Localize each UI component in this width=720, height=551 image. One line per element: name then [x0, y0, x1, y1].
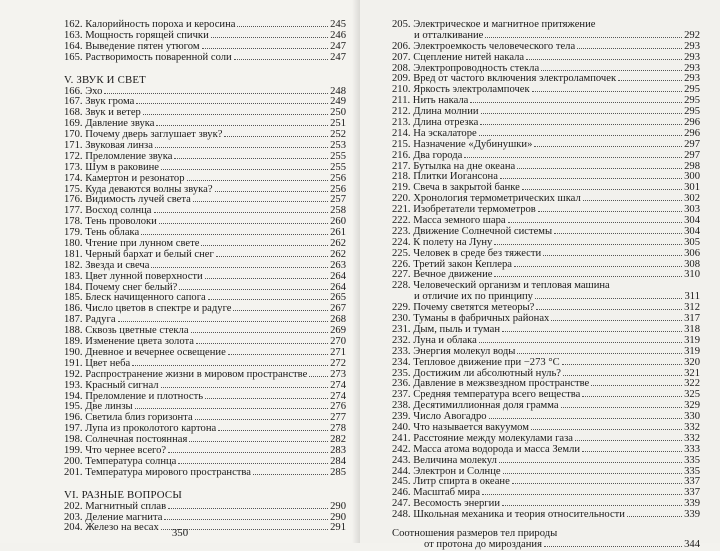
toc-entry-title: 191. Цвет неба [64, 357, 131, 369]
toc-entry-page: 308 [684, 258, 700, 270]
leader-dots [141, 234, 328, 235]
leader-dots [512, 483, 682, 484]
toc-list-sound-light [64, 87, 346, 479]
toc-entry-title: 163. Мощность горящей спички [64, 29, 209, 41]
toc-entry-title: 189. Изменение цвета золота [64, 336, 194, 348]
toc-entry-title: 233. Энергия молекул воды [392, 345, 516, 357]
toc-entry-page: 269 [330, 325, 346, 337]
leader-dots [154, 212, 329, 213]
toc-entry-page: 339 [684, 498, 700, 510]
toc-entry [64, 174, 346, 185]
toc-entry-page: 320 [684, 356, 700, 368]
leader-dots [551, 320, 682, 321]
leader-dots [195, 419, 328, 420]
toc-entry-page: 295 [684, 106, 700, 118]
toc-list-right-228 [392, 281, 700, 303]
toc-entry-title: 174. Камертон и резонатор [64, 172, 185, 184]
leader-dots [237, 26, 328, 27]
toc-list-right-a [392, 42, 700, 282]
toc-entry-title: 235. Достижим ли абсолютный нуль? [392, 367, 561, 379]
toc-entry-page: 319 [684, 345, 700, 357]
leader-dots [464, 157, 682, 158]
leader-dots [500, 178, 682, 179]
toc-entry-page: 274 [330, 379, 346, 391]
toc-entry-page: 292 [684, 29, 700, 41]
toc-entry-page: 256 [330, 172, 346, 184]
leader-dots [583, 200, 682, 201]
toc-entry-title: 179. Тень облака [64, 227, 140, 239]
toc-entry-page: 257 [330, 194, 346, 206]
toc-list-top [64, 20, 346, 64]
toc-entry-title: 223. Движение Солнечной системы [392, 225, 553, 237]
toc-entry-title: 239. Число Авогадро [392, 411, 487, 423]
toc-entry-page: 277 [330, 412, 346, 424]
toc-entry-title: 194. Преломление и плотность [64, 390, 204, 402]
toc-entry-title: 185. Блеск начищенного сапога [64, 292, 206, 304]
toc-entry-page: 262 [330, 248, 346, 260]
toc-entry-title: 231. Дым, пыль и туман [392, 323, 501, 335]
toc-entry-title: 221. Изобретатели термометров [392, 204, 536, 216]
leader-dots [485, 37, 682, 38]
leader-dots [543, 255, 682, 256]
toc-entry-page: 272 [330, 357, 346, 369]
toc-entry-title: 214. На эскалаторе [392, 127, 477, 139]
toc-entry-title: 230. Туманы в фабричных районах [392, 313, 550, 325]
toc-entry-title: 210. Яркость электролампочек [392, 84, 530, 96]
toc-entry-title: 171. Звуковая линза [64, 140, 153, 152]
toc-entry-page: 273 [330, 368, 346, 380]
toc-entry-title: 206. Электроемкость человеческого тела [392, 40, 576, 52]
toc-entry-title: и отталкивание [414, 29, 484, 41]
toc-entry-title: 209. Вред от частого включения электролампочек [392, 73, 617, 85]
leader-dots [224, 136, 328, 137]
toc-entry-title: 200. Температура солнца [64, 455, 177, 467]
leader-dots [563, 375, 682, 376]
leader-dots [168, 452, 328, 453]
toc-entry-page: 337 [684, 476, 700, 488]
leader-dots [309, 376, 328, 377]
leader-dots [503, 473, 682, 474]
toc-entry [392, 53, 700, 64]
toc-entry [64, 502, 346, 513]
toc-entry-title: 183. Цвет лунной поверхности [64, 270, 203, 282]
toc-entry-title: 188. Сквозь цветные стекла [64, 325, 189, 337]
toc-entry-page: 306 [684, 247, 700, 259]
toc-entry-page: 297 [684, 149, 700, 161]
toc-entry-title: 205. Электрическое и магнитное притяжение [392, 19, 596, 30]
leader-dots [233, 310, 328, 311]
toc-entry-title: 229. Почему светятся метеоры? [392, 302, 535, 314]
toc-entry-title: 222. Масса земного шара [392, 215, 506, 227]
toc-entry-page: 303 [684, 204, 700, 216]
leader-dots [482, 494, 682, 495]
toc-entry-title: 240. Что называется вакуумом [392, 421, 529, 433]
toc-entry-page: 295 [684, 84, 700, 96]
toc-entry-title: 186. Число цветов в спектре и радуге [64, 303, 232, 315]
toc-entry [64, 381, 346, 392]
toc-entry-title: 204. Железо на весах [64, 522, 159, 534]
leader-dots [159, 223, 328, 224]
toc-entry-title: 192. Распространение жизни в мировом пространстве [64, 368, 308, 380]
leader-dots [508, 222, 682, 223]
toc-entry-title: 196. Светила близ горизонта [64, 412, 193, 424]
toc-entry-page: 304 [684, 215, 700, 227]
toc-entry-title: 182. Звезда и свеча [64, 259, 150, 271]
toc-entry-page: 249 [330, 96, 346, 108]
leader-dots [196, 343, 328, 344]
toc-list-right [392, 20, 700, 42]
toc-entry [392, 249, 700, 260]
leader-dots [132, 365, 328, 366]
toc-entry-page: 285 [330, 466, 346, 478]
toc-entry-title: 197. Лупа из проколотого картона [64, 423, 217, 435]
toc-entry-title: 207. Сцепление нитей накала [392, 51, 525, 63]
right-page [360, 0, 720, 550]
toc-entry-page: 293 [684, 40, 700, 52]
toc-entry-title: 169. Давление звука [64, 118, 155, 130]
leader-dots [554, 233, 682, 234]
toc-entry-page: 335 [684, 465, 700, 477]
toc-entry-page: 318 [684, 323, 700, 335]
toc-entry [392, 456, 700, 467]
leader-dots [499, 462, 682, 463]
leader-dots [514, 266, 682, 267]
leader-dots [218, 430, 328, 431]
leader-dots [575, 440, 682, 441]
toc-entry-title: 190. Дневное и вечернее освещение [64, 346, 226, 358]
toc-entry-title: 177. Восход солнца [64, 205, 152, 217]
toc-entry-page: 274 [330, 390, 346, 402]
toc-entry-page: 337 [684, 487, 700, 499]
leader-dots [534, 146, 682, 147]
toc-entry-page: 332 [684, 421, 700, 433]
leader-dots [582, 451, 682, 452]
leader-dots [538, 211, 682, 212]
toc-entry-page: 291 [330, 522, 346, 534]
toc-entry [64, 370, 346, 381]
leader-dots [522, 189, 682, 190]
toc-entry-page: 265 [330, 292, 346, 304]
toc-entry-title: 237. Средняя температура всего вещества [392, 389, 581, 401]
leader-dots [104, 93, 328, 94]
leader-dots [535, 298, 682, 299]
toc-entry-title: Соотношения размеров тел природы [392, 527, 558, 539]
leader-dots [544, 546, 682, 547]
toc-entry-title: 213. Длина отрезка [392, 117, 479, 129]
leader-dots [494, 276, 682, 277]
toc-entry-title: 216. Два города [392, 149, 463, 161]
toc-entry-title: 218. Плитки Иогансона [392, 171, 498, 183]
toc-entry-title: 162. Калорийность пороха и керосина [64, 19, 236, 30]
leader-dots [211, 37, 328, 38]
leader-dots [179, 289, 328, 290]
toc-entry-title: 242. Масса атома водорода и масса Земли [392, 443, 581, 455]
toc-entry-title: 165. Растворимость поваренной соли [64, 51, 232, 63]
toc-entry-title: 164. Выведение пятен утюгом [64, 40, 200, 52]
toc-entry-page: 332 [684, 432, 700, 444]
leader-dots [205, 398, 328, 399]
toc-entry-page: 255 [330, 161, 346, 173]
leader-dots [541, 70, 682, 71]
toc-entry-title: 175. Куда деваются волны звука? [64, 183, 213, 195]
leader-dots [202, 48, 328, 49]
leader-dots [618, 80, 682, 81]
toc-entry-title: 212. Длина молнии [392, 106, 479, 118]
toc-entry-page: 305 [684, 236, 700, 248]
toc-entry-page: 278 [330, 423, 346, 435]
leader-dots [201, 245, 328, 246]
toc-entry-page: 251 [330, 118, 346, 130]
toc-entry-page: 301 [684, 182, 700, 194]
leader-dots [118, 321, 328, 322]
leader-dots [143, 114, 328, 115]
toc-entry-title: 225. Человек в среде без тяжести [392, 247, 542, 259]
leader-dots [136, 103, 328, 104]
leader-dots [561, 407, 682, 408]
toc-entry-page: 258 [330, 205, 346, 217]
leader-dots [502, 505, 682, 506]
toc-entry-title: 234. Тепловое движение при −273 °С [392, 356, 560, 368]
leader-dots [536, 309, 682, 310]
toc-entry-title: 187. Радуга [64, 314, 116, 326]
leader-dots [164, 519, 328, 520]
leader-dots [253, 474, 328, 475]
toc-entry-page: 311 [684, 291, 700, 303]
toc-entry-page: 325 [684, 389, 700, 401]
toc-entry-page: 245 [330, 19, 346, 30]
leader-dots [161, 387, 328, 388]
toc-entry-page: 268 [330, 314, 346, 326]
toc-entry-page: 293 [684, 51, 700, 63]
toc-entry-title: 203. Деление магнита [64, 511, 163, 523]
toc-entry [64, 272, 346, 283]
toc-entry [64, 468, 346, 479]
toc-entry-page: 322 [684, 378, 700, 390]
toc-entry [392, 347, 700, 358]
toc-entry [392, 540, 700, 551]
section-heading-sound-light: V. ЗВУК И СВЕТ [64, 73, 146, 86]
toc-entry-page: 253 [330, 140, 346, 152]
toc-entry-page: 293 [684, 73, 700, 85]
toc-entry-title: 167. Звук грома [64, 96, 135, 108]
toc-entry-title: 201. Температура мирового пространства [64, 466, 251, 478]
section-heading-various: VI. РАЗНЫЕ ВОПРОСЫ [64, 488, 182, 501]
toc-entry-page: 298 [684, 160, 700, 172]
leader-dots [208, 299, 328, 300]
toc-entry-title: 226. Третий закон Кеплера [392, 258, 513, 270]
toc-entry-title: от протона до мироздания [424, 538, 542, 550]
toc-entry-page: 250 [330, 107, 346, 119]
leader-dots [591, 385, 682, 386]
leader-dots [178, 463, 328, 464]
toc-entry-title: 247. Весомость энергии [392, 498, 500, 510]
toc-entry-page: 344 [684, 538, 700, 550]
page-number: 350 [171, 527, 189, 539]
toc-list-final [392, 529, 700, 551]
toc-entry-page: 297 [684, 138, 700, 150]
toc-entry-page: 290 [330, 511, 346, 523]
toc-entry-title: 184. Почему снег белый? [64, 281, 178, 293]
leader-dots [135, 408, 328, 409]
leader-dots [562, 364, 682, 365]
toc-entry-title: 224. К полету на Луну [392, 236, 493, 248]
toc-entry [392, 358, 700, 369]
toc-entry-title: 244. Электрон и Солнце [392, 465, 501, 477]
toc-entry-page: 284 [330, 455, 346, 467]
leader-dots [215, 191, 328, 192]
left-page [0, 0, 360, 543]
toc-entry-title: 238. Десятимиллионная доля грамма [392, 400, 559, 412]
toc-entry-page: 252 [330, 129, 346, 141]
toc-entry-page: 261 [330, 227, 346, 239]
toc-entry-page: 333 [684, 443, 700, 455]
toc-entry-title: 176. Видимость лучей света [64, 194, 191, 206]
toc-entry [392, 445, 700, 456]
leader-dots [582, 396, 682, 397]
toc-entry-title: 202. Магнитный сплав [64, 500, 167, 512]
leader-dots [234, 59, 328, 60]
toc-entry-title: 181. Черный бархат и белый снег [64, 248, 214, 260]
toc-entry-page: 295 [684, 95, 700, 107]
toc-entry-title: и отличие их по принципу [414, 291, 533, 303]
toc-entry-page: 260 [330, 216, 346, 228]
toc-entry-page: 282 [330, 434, 346, 446]
leader-dots [627, 516, 682, 517]
toc-entry-page: 256 [330, 183, 346, 195]
toc-entry-page: 302 [684, 193, 700, 205]
toc-entry-title: 178. Тень проволоки [64, 216, 157, 228]
leader-dots [517, 353, 682, 354]
toc-entry-page: 270 [330, 336, 346, 348]
toc-entry-page: 293 [684, 62, 700, 74]
toc-entry-title: 217. Бутылка на дне океана [392, 160, 516, 172]
toc-entry-page: 247 [330, 40, 346, 52]
toc-entry-page: 290 [330, 500, 346, 512]
toc-entry-title: 193. Красный сигнал [64, 379, 159, 391]
leader-dots [480, 124, 682, 125]
toc-entry-page: 330 [684, 411, 700, 423]
toc-entry-page: 296 [684, 127, 700, 139]
toc-entry-page: 263 [330, 259, 346, 271]
leader-dots [479, 342, 682, 343]
leader-dots [228, 354, 328, 355]
toc-entry-title: 248. Школьная механика и теория относительности [392, 509, 625, 521]
toc-entry-page: 317 [684, 313, 700, 325]
toc-entry [64, 53, 346, 64]
toc-entry-title: 228. Человеческий организм и тепловая машина [392, 280, 610, 292]
leader-dots [216, 256, 328, 257]
toc-entry-title: 211. Нить накала [392, 95, 469, 107]
toc-entry-page: 310 [684, 269, 700, 281]
leader-dots [470, 102, 682, 103]
toc-entry-title: 236. Давление в межзвездном пространстве [392, 378, 590, 390]
toc-entry-page: 267 [330, 303, 346, 315]
leader-dots [481, 113, 682, 114]
toc-entry-page: 264 [330, 281, 346, 293]
leader-dots [189, 441, 328, 442]
leader-dots [161, 169, 328, 170]
toc-entry-page: 248 [330, 85, 346, 97]
toc-entry-title: 198. Солнечная постоянная [64, 434, 188, 446]
toc-entry-page: 271 [330, 346, 346, 358]
toc-entry-title: 199. Что чернее всего? [64, 444, 167, 456]
leader-dots [494, 244, 682, 245]
toc-entry-title: 227. Вечное движение [392, 269, 493, 281]
leader-dots [191, 332, 328, 333]
leader-dots [532, 91, 682, 92]
toc-entry-title: 232. Луна и облака [392, 334, 477, 346]
toc-entry-title: 243. Величина молекул [392, 454, 497, 466]
toc-entry-title: 180. Чтение при лунном свете [64, 238, 200, 250]
toc-entry-page: 312 [684, 302, 700, 314]
toc-entry-title: 245. Литр спирта в океане [392, 476, 510, 488]
leader-dots [517, 168, 682, 169]
toc-entry-title: 219. Свеча в закрытой банке [392, 182, 520, 194]
toc-list-right-b [392, 303, 700, 521]
toc-entry-page: 255 [330, 150, 346, 162]
leader-dots [193, 201, 328, 202]
toc-entry-page: 329 [684, 400, 700, 412]
toc-entry-page: 246 [330, 29, 346, 41]
leader-dots [156, 125, 328, 126]
leader-dots [174, 158, 328, 159]
toc-entry-page: 276 [330, 401, 346, 413]
toc-entry-title: 172. Преломление звука [64, 150, 173, 162]
leader-dots [479, 135, 682, 136]
toc-entry-page: 321 [684, 367, 700, 379]
toc-entry-title: 173. Шум в раковине [64, 161, 159, 173]
toc-entry-page: 319 [684, 334, 700, 346]
toc-entry-page: 335 [684, 454, 700, 466]
leader-dots [526, 59, 682, 60]
leader-dots [187, 180, 328, 181]
toc-entry-title: 170. Почему дверь заглушает звук? [64, 129, 223, 141]
toc-entry-page: 296 [684, 117, 700, 129]
toc-entry-page: 283 [330, 444, 346, 456]
toc-entry-title: 208. Электропроводность стекла [392, 62, 540, 74]
toc-entry-page: 304 [684, 225, 700, 237]
toc-entry-title: 168. Звук и ветер [64, 107, 141, 119]
leader-dots [502, 331, 682, 332]
toc-entry-title: 220. Хронология термометрических шкал [392, 193, 581, 205]
toc-entry-title: 195. Две линзы [64, 401, 133, 413]
toc-entry-page: 300 [684, 171, 700, 183]
toc-entry-page: 262 [330, 238, 346, 250]
toc-entry-page: 247 [330, 51, 346, 63]
toc-entry-page: 339 [684, 509, 700, 521]
leader-dots [489, 418, 682, 419]
toc-entry-title: 215. Назначение «Дубинушки» [392, 138, 533, 150]
leader-dots [205, 278, 328, 279]
toc-entry-title: 241. Расстояние между молекулами газа [392, 432, 574, 444]
leader-dots [168, 508, 328, 509]
leader-dots [531, 429, 682, 430]
toc-entry [392, 510, 700, 521]
leader-dots [151, 267, 328, 268]
toc-entry-title: 246. Масштаб мира [392, 487, 481, 499]
toc-entry-page: 264 [330, 270, 346, 282]
toc-entry [392, 151, 700, 162]
toc-entry-title: 166. Эхо [64, 85, 103, 97]
leader-dots [155, 147, 328, 148]
leader-dots [577, 48, 682, 49]
